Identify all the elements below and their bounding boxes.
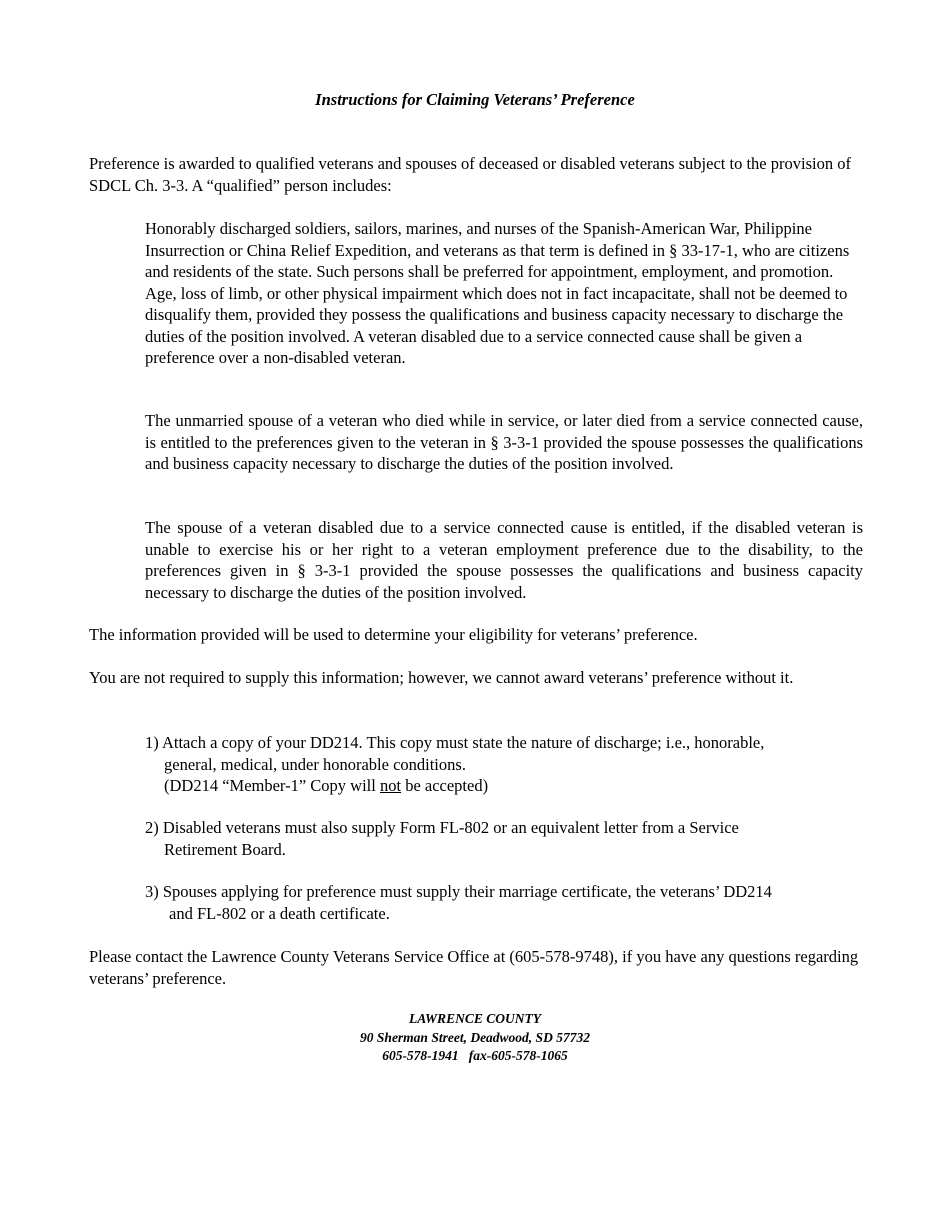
not-required-paragraph: You are not required to supply this information; however, we cannot award veterans’ preference without it. [89, 668, 794, 687]
intro-paragraph: Preference is awarded to qualified veterans and spouses of deceased or disabled veterans subject to the provision of SDCL Ch. 3-3. A “qualified” person includes: [89, 154, 851, 195]
footer-org-name: LAWRENCE COUNTY [409, 1011, 541, 1026]
requirement-item-1 [145, 732, 863, 797]
qualified-paragraph-3: The spouse of a veteran disabled due to a service connected cause is entitled, if the disabled veteran is unable to exercise his or her right to a veteran employment preference due to the disability, to the preferences given in § 3-3-1 provided the spouse possesses the qualifications and business capacity necessary to discharge the duties of the position involved. [145, 518, 863, 602]
document-title: Instructions for Claiming Veterans’ Preference [315, 90, 635, 109]
requirement-item-2 [145, 817, 863, 860]
requirement-item-1-line-2: general, medical, under honorable conditions. [164, 754, 466, 774]
qualified-paragraph-2: The unmarried spouse of a veteran who died while in service, or later died from a service connected cause, is entitled to the preferences given to the veteran in § 3-3-1 provided the spouse possesses the qualifications and business capacity necessary to discharge the duties of the position involved. [145, 411, 863, 473]
requirement-item-3 [145, 881, 863, 924]
requirement-item-2-line-2: Retirement Board. [164, 839, 286, 859]
contact-paragraph: Please contact the Lawrence County Veterans Service Office at (605-578-9748), if you have any questions regarding veterans’ preference. [89, 947, 859, 988]
requirement-item-1-line-3-before: (DD214 “Member-1” Copy will [164, 776, 380, 795]
requirement-item-1-line-3-after: be accepted) [401, 776, 489, 795]
info-usage-paragraph: The information provided will be used to determine your eligibility for veterans’ preference. [89, 625, 698, 644]
qualified-paragraph-1: Honorably discharged soldiers, sailors, marines, and nurses of the Spanish-American War, Philippine Insurrection or China Relief Expedition, and veterans as that term is defined in § 33-17-1, who are citizens and residents of the state. Such persons shall be preferred for appointment, employment, and promotion. Age, loss of limb, or other physical impairment which does not in fact incapacitate, shall not be deemed to disqualify them, provided they possess the qualifications and business capacity necessary to discharge the duties of the position involved. A veteran disabled due to a service connected cause shall be given a preference over a non-disabled veteran. [145, 219, 850, 367]
footer-address: 90 Sherman Street, Deadwood, SD 57732 [360, 1029, 590, 1045]
requirement-item-1-underlined-not: not [379, 776, 402, 795]
requirement-item-3-line-2: and FL-802 or a death certificate. [169, 903, 390, 923]
footer-phones: 605-578-1941 fax-605-578-1065 [382, 1048, 568, 1063]
requirement-item-1-line-1: 1) Attach a copy of your DD214. This copy must state the nature of discharge; i.e., honorable, [145, 733, 765, 752]
requirement-item-3-line-1: 3) Spouses applying for preference must supply their marriage certificate, the veterans’ DD214 [145, 882, 772, 901]
requirement-item-2-line-1: 2) Disabled veterans must also supply Form FL-802 or an equivalent letter from a Service [145, 818, 739, 837]
county-footer [0, 1010, 950, 1066]
requirement-item-1-line-3 [145, 775, 863, 797]
